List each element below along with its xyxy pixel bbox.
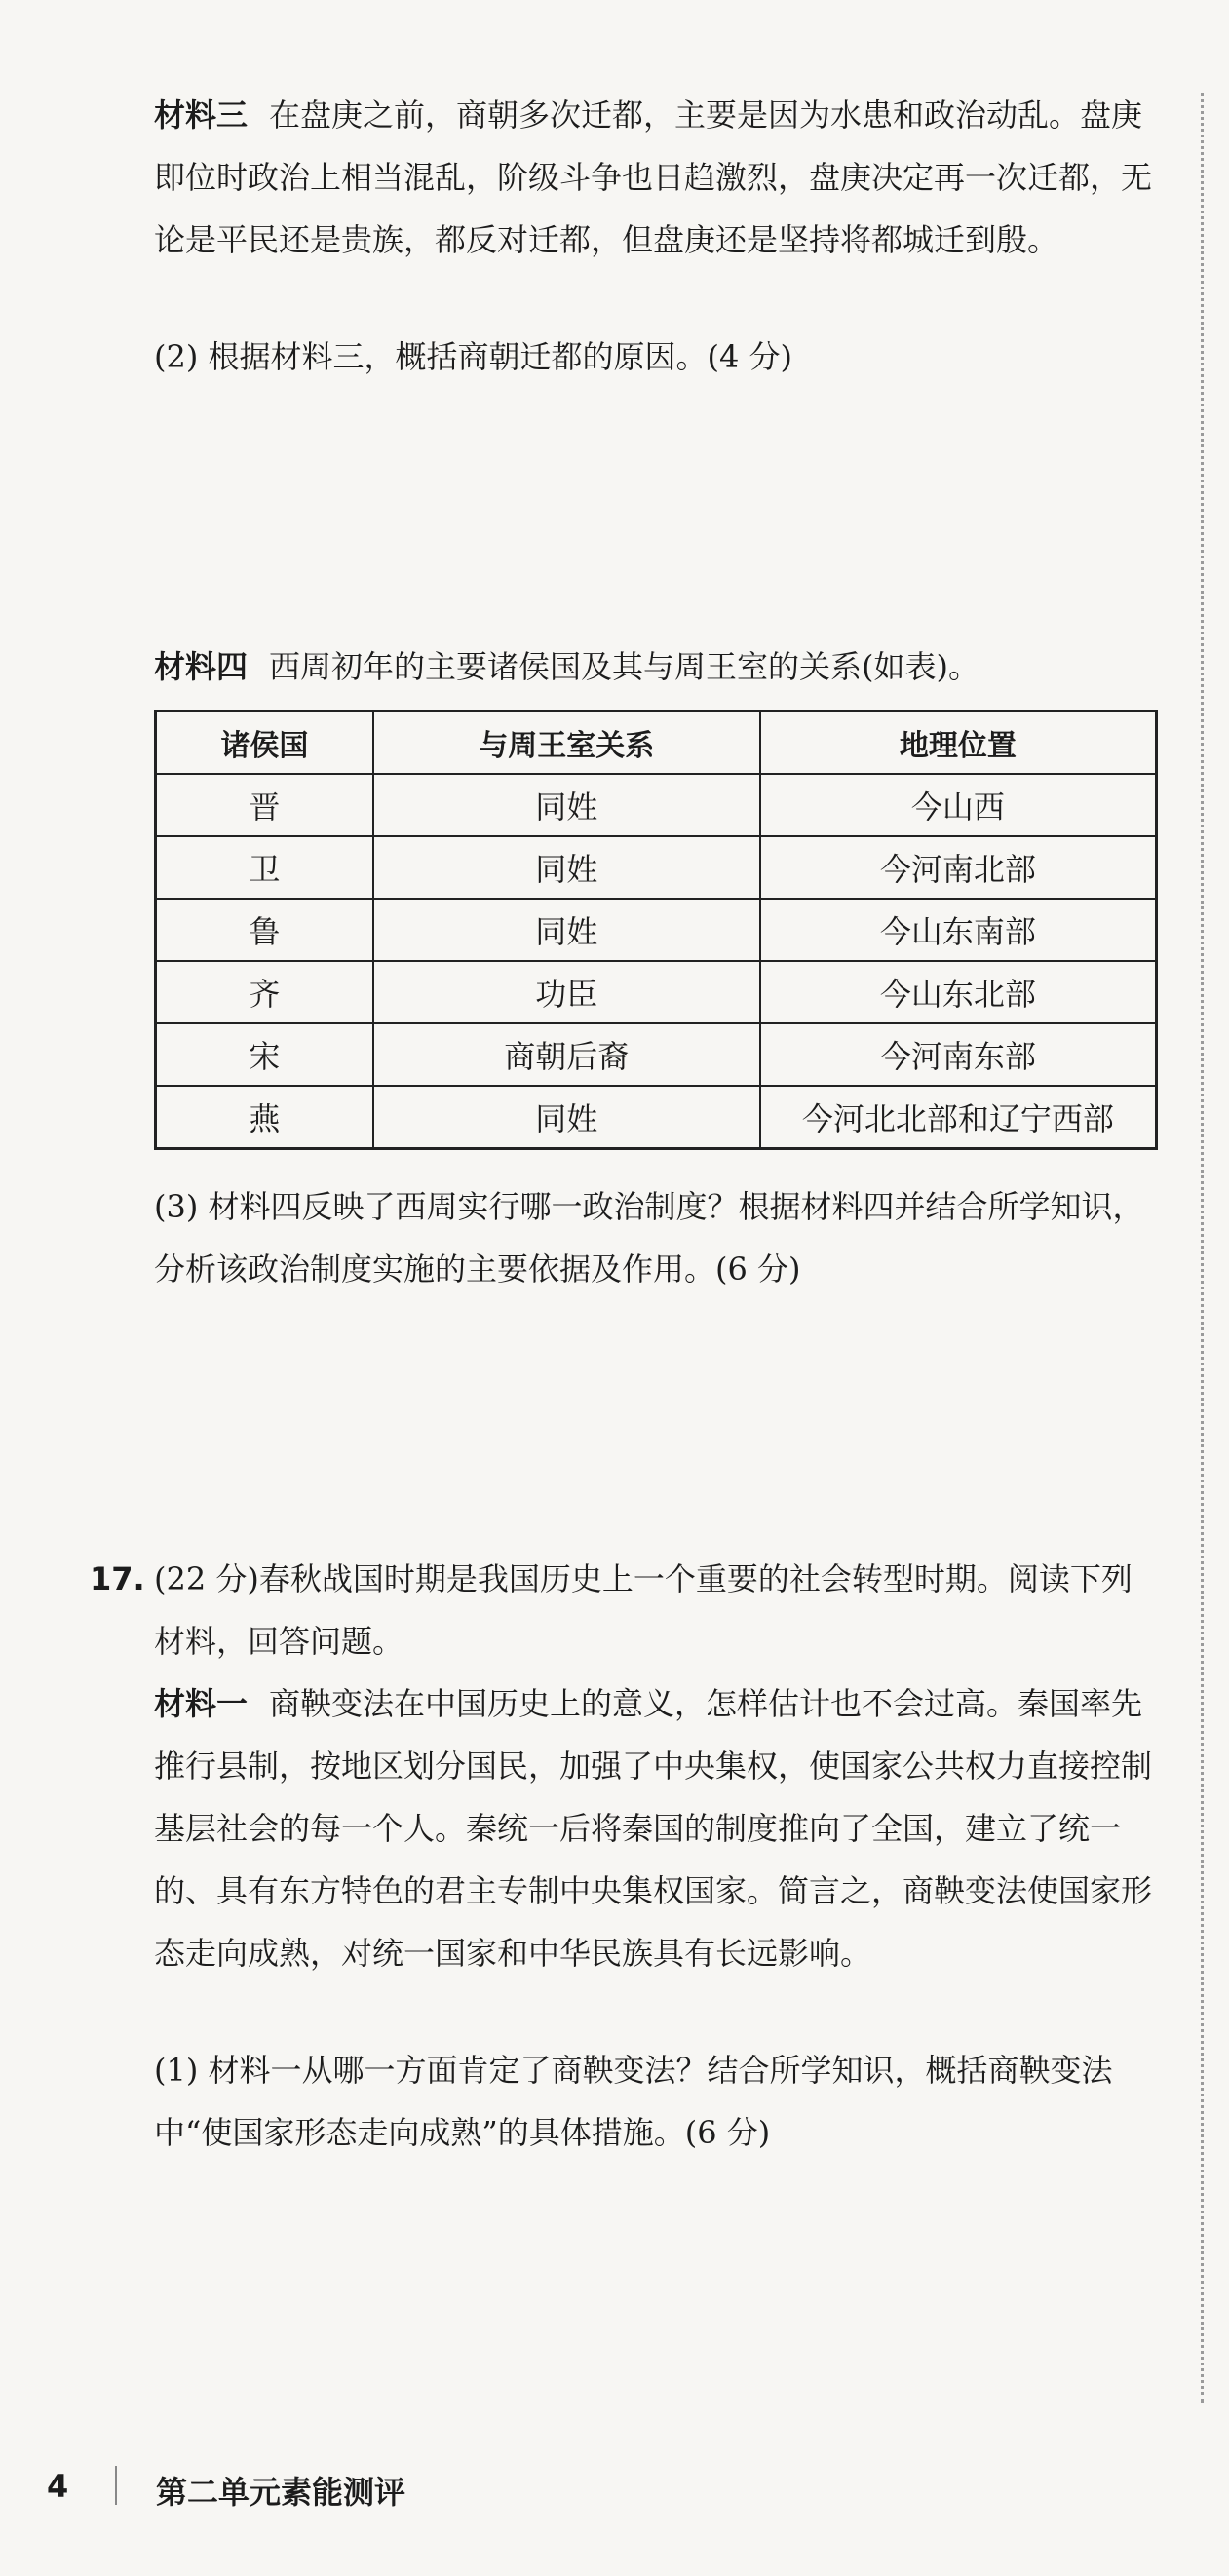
question-2: (2) 根据材料三，概括商朝迁都的原因。(4 分) [154,338,793,375]
table-cell: 今山东北部 [760,961,1157,1023]
table-cell: 今山东南部 [760,899,1157,961]
material-4-text: 西周初年的主要诸侯国及其与周王室的关系(如表)。 [269,648,979,685]
table-cell: 今河南东部 [760,1023,1157,1086]
material-3-label: 材料三 [154,96,249,134]
table-cell: 今河北北部和辽宁西部 [760,1086,1157,1149]
table-cell: 商朝后裔 [373,1023,760,1086]
q17-material-1-label: 材料一 [154,1685,249,1722]
table-cell: 今山西 [760,774,1157,836]
q17-material-1-paragraph [154,1672,1158,1984]
table-cell: 同姓 [373,774,760,836]
page-number: 4 [47,2468,69,2505]
question-3: (3) 材料四反映了西周实行哪一政治制度？根据材料四并结合所学知识，分析该政治制度实施的主要依据及作用。(6 分) [154,1188,1144,1288]
material-3-paragraph [154,84,1158,271]
vassal-states-table [154,710,1158,1150]
table-cell: 同姓 [373,899,760,961]
table-cell: 宋 [156,1023,373,1086]
table-header-cell: 地理位置 [760,711,1157,775]
q17-material-1-text: 商鞅变法在中国历史上的意义，怎样估计也不会过高。秦国率先推行县制，按地区划分国民，加强了中央集权，使国家公共权力直接控制基层社会的每一个人。秦统一后将秦国的制度推向了全国，建立了统一的、具有东方特色的君主专制中央集权国家。简言之，商鞅变法使国家形态走向成熟，对统一国家和中华民族具有长远影响。 [154,1685,1153,1972]
table-row [156,774,1157,836]
question-17-intro: (22 分)春秋战国时期是我国历史上一个重要的社会转型时期。阅读下列材料，回答问题。 [154,1560,1133,1660]
table-cell: 同姓 [373,836,760,899]
table-cell: 鲁 [156,899,373,961]
table-row [156,961,1157,1023]
table-cell: 晋 [156,774,373,836]
table-cell: 功臣 [373,961,760,1023]
table-cell: 卫 [156,836,373,899]
table-cell: 燕 [156,1086,373,1149]
table-cell: 同姓 [373,1086,760,1149]
table-row [156,836,1157,899]
material-4-paragraph [154,635,1158,698]
material-4-label: 材料四 [154,648,249,685]
question-17-number: 17. [90,1560,145,1597]
table-header-row [156,711,1157,775]
table-cell: 今河南北部 [760,836,1157,899]
footer-divider [115,2466,117,2505]
table-cell: 齐 [156,961,373,1023]
table-row [156,899,1157,961]
table-header-cell: 诸侯国 [156,711,373,775]
material-3-text: 在盘庚之前，商朝多次迁都，主要是因为水患和政治动乱。盘庚即位时政治上相当混乱，阶级斗争也日趋激烈，盘庚决定再一次迁都，无论是平民还是贵族，都反对迁都，但盘庚还是坚持将都城迁到殷。 [154,96,1153,258]
table-row [156,1023,1157,1086]
q17-question-1: (1) 材料一从哪一方面肯定了商鞅变法？结合所学知识，概括商鞅变法中“使国家形态走向成熟”的具体措施。(6 分) [154,2052,1113,2151]
footer-unit-title: 第二单元素能测评 [156,2474,406,2511]
binding-margin-line [1201,93,1204,2403]
table-row [156,1086,1157,1149]
table-header-cell: 与周王室关系 [373,711,760,775]
